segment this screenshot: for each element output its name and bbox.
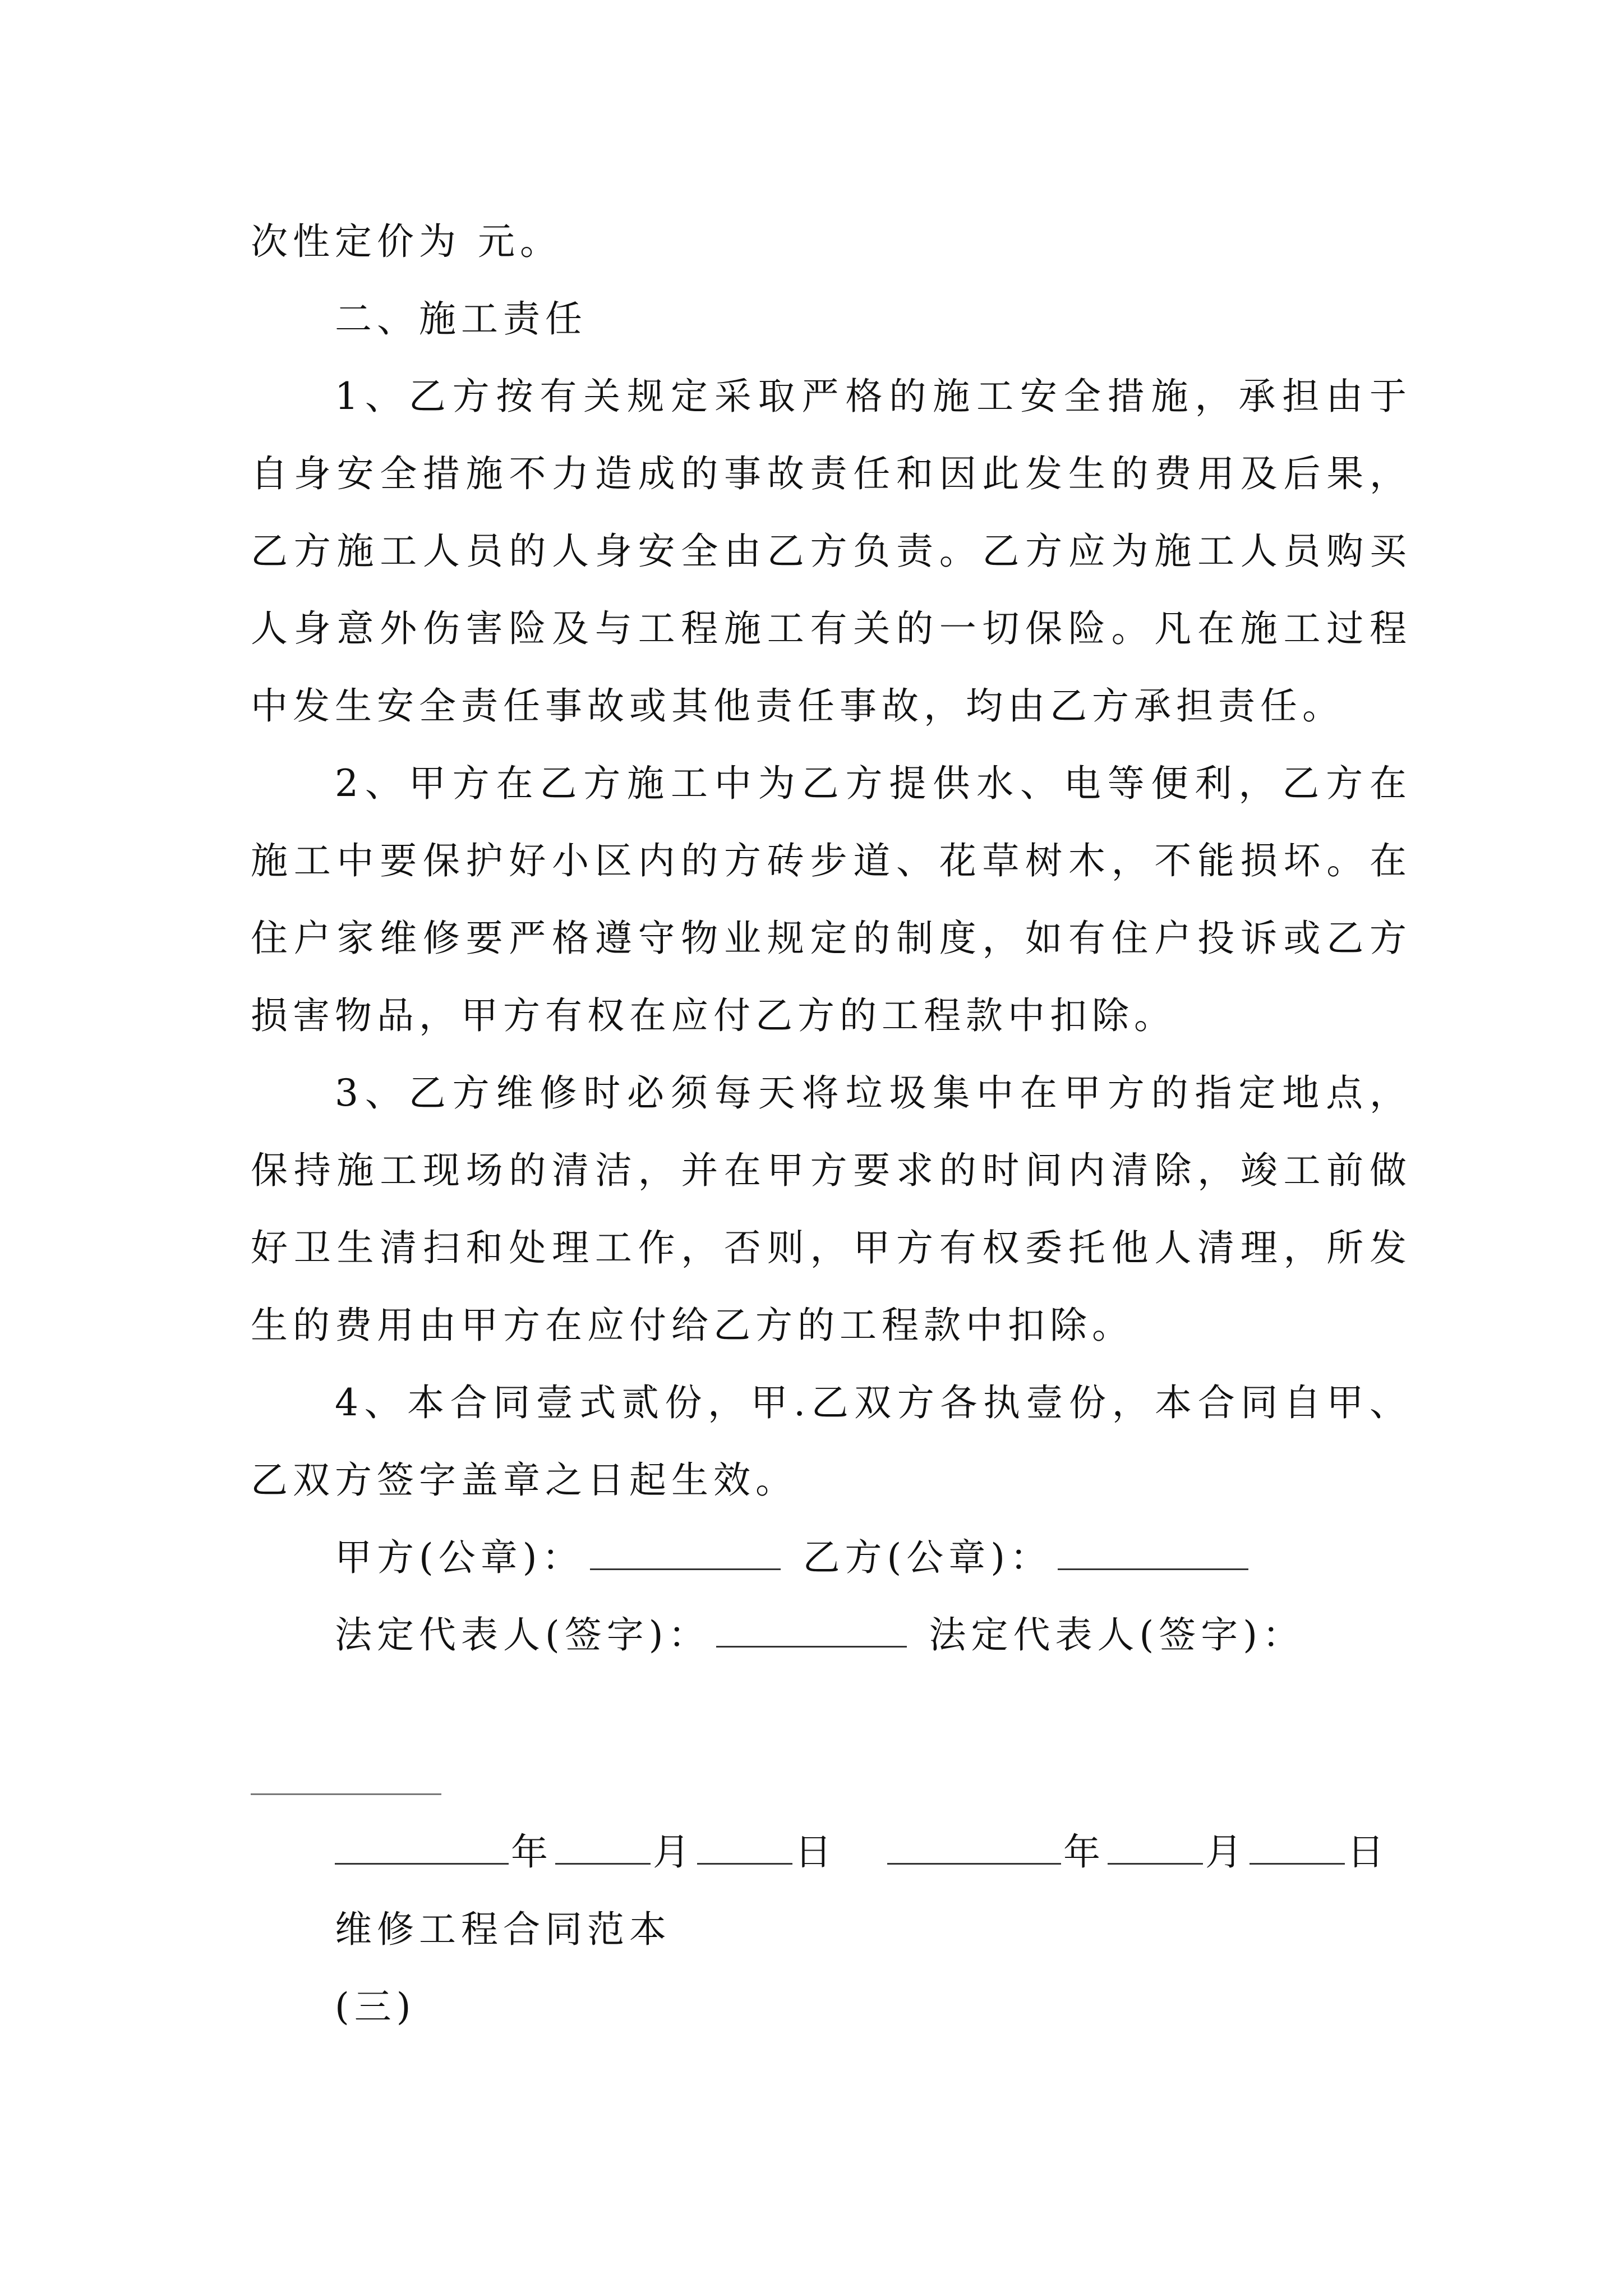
party-a-seal-blank [590,1536,781,1570]
party-b-seal-blank [1058,1536,1248,1570]
next-contract-title: 维修工程合同范本 [335,1908,671,1951]
next-contract-number: (三) [335,1985,416,2028]
date-a-day-blank [697,1830,792,1865]
date-b-day-label: 日 [1347,1830,1389,1874]
date-b-month-label: 月 [1205,1830,1247,1874]
next-section [335,1891,671,2046]
date-a-month-label: 月 [653,1830,695,1874]
party-b-seal-label: 乙方(公章)： [803,1536,1052,1579]
date-b-day-blank [1249,1830,1345,1865]
party-a-rep-label: 法定代表人(签字)： [335,1613,711,1657]
continued-line: 次性定价为 元。 [251,220,562,263]
date-a-year-blank [335,1830,509,1865]
representative-row [251,1596,1412,1674]
clause-3: 3、乙方维修时必须每天将垃圾集中在甲方的指定地点，保持施工现场的清洁，并在甲方要求的时间内清除，竣工前做好卫生清扫和处理工作，否则，甲方有权委托他人清理，所发生的费用由甲方在应付给乙方的工程款中扣除。 [251,1071,1412,1347]
date-a-month-blank [555,1830,651,1865]
clause-1: 1、乙方按有关规定采取严格的施工安全措施，承担由于自身安全措施不力造成的事故责任和因此发生的费用及后果，乙方施工人员的人身安全由乙方负责。乙方应为施工人员购买人身意外伤害险及与工程施工有关的一切保险。凡在施工过程中发生安全责任事故或其他责任事故，均由乙方承担责任。 [251,375,1412,728]
date-b-year-blank [887,1830,1061,1865]
party-b-rep-label: 法定代表人(签字)： [929,1613,1304,1657]
seal-row [251,1519,1412,1596]
clause-4: 4、本合同壹式贰份，甲.乙双方各执壹份，本合同自甲、乙双方签字盖章之日起生效。 [251,1381,1412,1502]
date-b-year-label: 年 [1063,1830,1105,1874]
contract-body [251,203,1412,1674]
date-a-day-label: 日 [795,1830,837,1874]
date-b-month-blank [1108,1830,1203,1865]
date-row [335,1814,1389,1891]
party-a-rep-blank [716,1613,907,1648]
party-a-seal-label: 甲方(公章)： [335,1536,584,1579]
clause-2: 2、甲方在乙方施工中为乙方提供水、电等便利，乙方在施工中要保护好小区内的方砖步道、花草树木，不能损坏。在住户家维修要严格遵守物业规定的制度，如有住户投诉或乙方损害物品，甲方有权在应付乙方的工程款中扣除。 [251,762,1412,1037]
section-heading: 二、施工责任 [335,297,587,341]
party-b-rep-blank [251,1793,441,1795]
date-a-year-label: 年 [511,1830,553,1874]
